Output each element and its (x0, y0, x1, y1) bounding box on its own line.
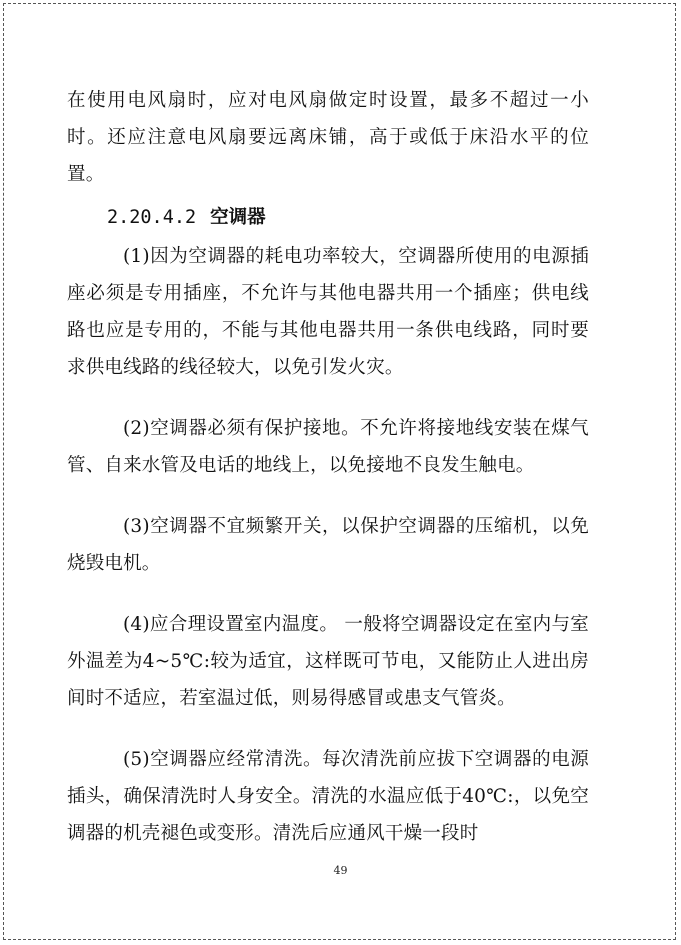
section-heading (67, 199, 589, 236)
paragraph-1: (1)因为空调器的耗电功率较大，空调器所使用的电源插座必须是专用插座，不允许与其他电器共用一个插座；供电线路也应是专用的，不能与其他电器共用一条供电线路，同时要求供电线路的线径较大，以免引发火灾。 (67, 246, 589, 378)
paragraph-2: (2)空调器必须有保护接地。不允许将接地线安装在煤气管、自来水管及电话的地线上，以免接地不良发生触电。 (67, 418, 589, 476)
paragraph-4: (4)应合理设置室内温度。 一般将空调器设定在室内与室外温差为4~5℃:较为适宜，这样既可节电，又能防止人进出房间时不适应，若室温过低，则易得感冒或患支气管炎。 (67, 614, 589, 709)
page-number: 49 (333, 864, 348, 877)
document-body (67, 82, 589, 852)
paragraph-5: (5)空调器应经常清洗。每次清洗前应拔下空调器的电源插头，确保清洗时人身安全。清洗的水温应低于40℃:，以免空调器的机壳褪色或变形。清洗后应通风干燥一段时 (67, 749, 589, 844)
section-number: 2.20.4.2 (107, 207, 197, 228)
intro-paragraph: 在使用电风扇时，应对电风扇做定时设置，最多不超过一小时。还应注意电风扇要远离床铺，高于或低于床沿水平的位置。 (67, 90, 589, 185)
section-title: 空调器 (210, 207, 266, 228)
paragraph-3: (3)空调器不宜频繁开关，以保护空调器的压缩机，以免烧毁电机。 (67, 516, 589, 574)
